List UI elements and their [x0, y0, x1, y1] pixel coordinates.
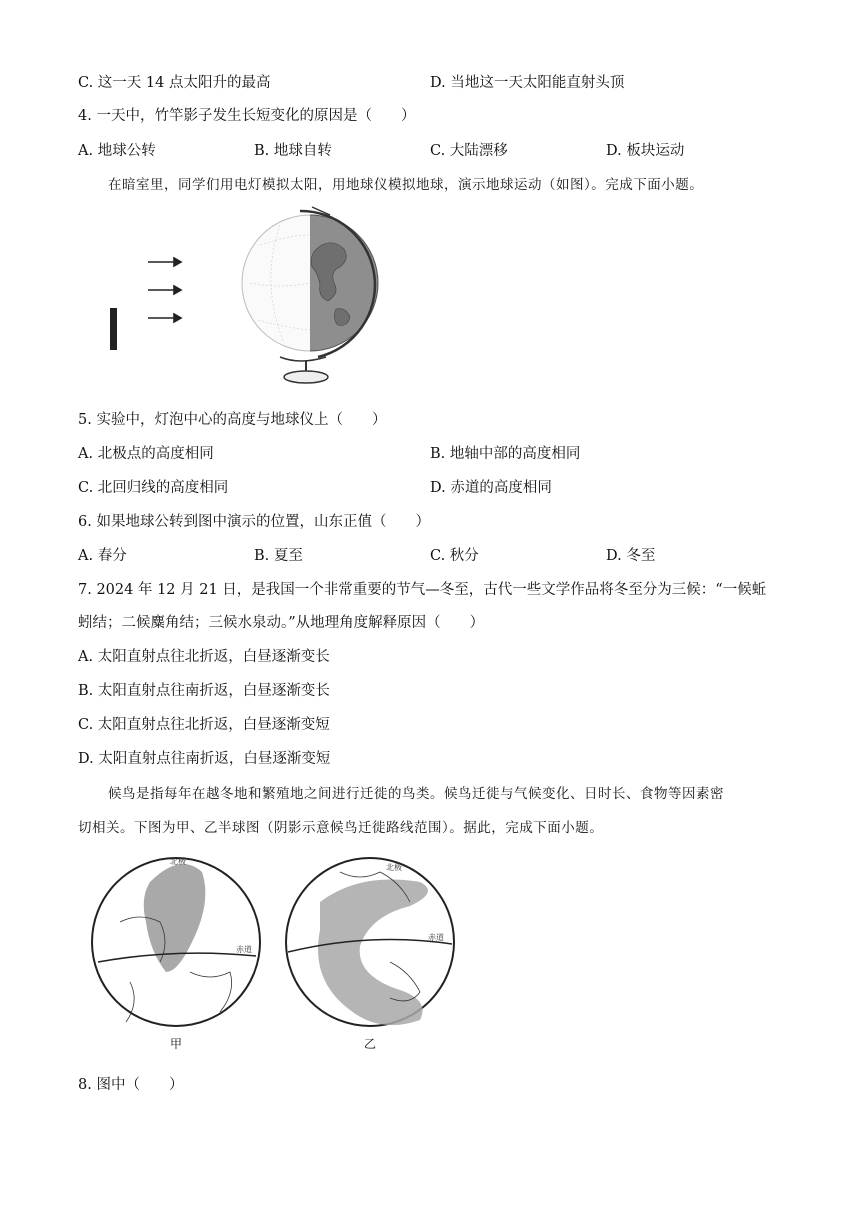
intro-experiment: 在暗室里，同学们用电灯模拟太阳，用地球仪模拟地球，演示地球运动（如图）。完成下面小题。 [108, 177, 704, 193]
q4-option-a: A. 地球公转 [78, 143, 156, 159]
intro-birds-line2: 切相关。下图为甲、乙半球图（阴影示意候鸟迁徙路线范围）。据此，完成下面小题。 [78, 820, 604, 836]
intro-birds-line1: 候鸟是指每年在越冬地和繁殖地之间进行迁徙的鸟类。候鸟迁徙与气候变化、日时长、食物等因素密 [108, 786, 724, 802]
q7-stem-line2: 蚓结；二候麋角结；三候水泉动。”从地理角度解释原因（ ） [78, 615, 485, 631]
q3-option-c: C. 这一天 14 点太阳升的最高 [78, 75, 271, 91]
q6-option-b: B. 夏至 [254, 548, 303, 564]
q4-stem: 4. 一天中，竹竿影子发生长短变化的原因是（ ） [78, 108, 416, 124]
q6-option-a: A. 春分 [78, 548, 127, 564]
q5-option-c: C. 北回归线的高度相同 [78, 480, 229, 496]
jia-label: 甲 [170, 1037, 183, 1051]
yi-label: 乙 [364, 1037, 377, 1051]
q7-option-c: C. 太阳直射点往北折返，白昼逐渐变短 [78, 717, 330, 733]
q4-option-b: B. 地球自转 [254, 143, 332, 159]
q3-option-d: D. 当地这一天太阳能直射头顶 [430, 75, 625, 91]
light-arrows [148, 258, 181, 322]
lamp-icon [110, 308, 117, 350]
q5-option-d: D. 赤道的高度相同 [430, 480, 552, 496]
q8-stem: 8. 图中（ ） [78, 1077, 184, 1093]
q5-stem: 5. 实验中，灯泡中心的高度与地球仪上（ ） [78, 412, 387, 428]
q5-option-a: A. 北极点的高度相同 [78, 446, 214, 462]
globe-icon [242, 207, 378, 383]
q7-option-d: D. 太阳直射点往南折返，白昼逐渐变短 [78, 751, 331, 767]
hemisphere-jia [92, 856, 260, 1051]
yi-equator-label: 赤道 [428, 933, 444, 942]
globe-experiment-figure [100, 205, 400, 390]
q6-option-d: D. 冬至 [606, 548, 656, 564]
hemisphere-yi [286, 858, 454, 1051]
q4-option-d: D. 板块运动 [606, 143, 685, 159]
q7-option-b: B. 太阳直射点往南折返，白昼逐渐变长 [78, 683, 330, 699]
q5-option-b: B. 地轴中部的高度相同 [430, 446, 581, 462]
jia-equator-label: 赤道 [236, 945, 252, 954]
q6-option-c: C. 秋分 [430, 548, 479, 564]
yi-north-pole-label: 北极 [386, 863, 402, 872]
hemisphere-figure [90, 852, 460, 1062]
q7-stem-line1: 7. 2024 年 12 月 21 日，是我国一个非常重要的节气—冬至，古代一些文学作品将冬至分为三候：“一候蚯 [78, 582, 767, 598]
jia-north-pole-label: 北极 [170, 857, 186, 866]
q6-stem: 6. 如果地球公转到图中演示的位置，山东正值（ ） [78, 514, 430, 530]
q7-option-a: A. 太阳直射点往北折返，白昼逐渐变长 [78, 649, 330, 665]
q4-option-c: C. 大陆漂移 [430, 143, 508, 159]
